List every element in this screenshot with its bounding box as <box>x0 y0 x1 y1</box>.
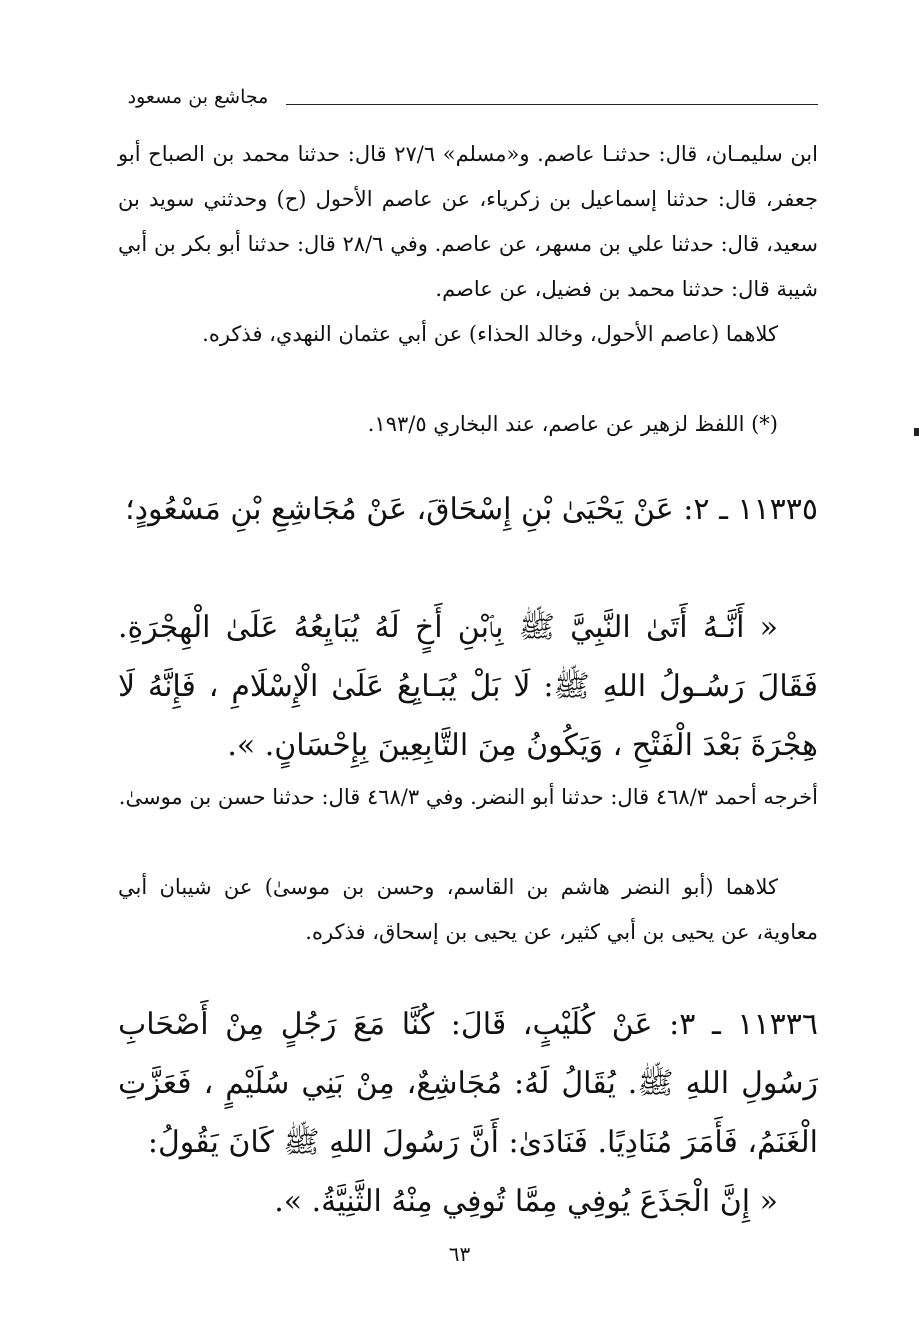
margin-mark <box>914 428 919 436</box>
hadith-matn: « أَنَّـهُ أَتَىٰ النَّبِيَّ ﷺ بِٱبْنِ أَخٍ لَهُ يُبَايِعُهُ عَلَىٰ الْهِجْرَةِ. فَقَالَ رَسُـولُ اللهِ ﷺ: لَا بَلْ يُبَـايِعُ عَلَىٰ الْإِسْلَامِ ، فَإِنَّهُ لَا هِجْرَةَ بَعْدَ الْفَتْحِ ، وَيَكُونُ مِنَ التَّابِعِينَ بِإِحْسَانٍ. ». <box>118 610 818 763</box>
footnote-note: (*) اللفظ لزهير عن عاصم، عند البخاري ١٩٣/٥. <box>367 412 778 436</box>
takhrij-paragraph: كلاهما (أبو النضر هاشم بن القاسم، وحسن بن موسىٰ) عن شيبان أبي معاوية، عن يحيى بن أبي كثير، عن يحيى بن إسحاق، فذكره. <box>118 875 818 944</box>
footnote-paragraph: ابن سليمـان، قال: حدثنـا عاصم. و«مسلم» ٢٧/٦ قال: حدثنا محمد بن الصباح أبو جعفر، قال: حدثنا إسماعيل بن زكرياء، عن عاصم الأحول (ح) وحدثني سويد بن سعيد، قال: حدثنا علي بن مسهر، عن عاصم. وفي ٢٨/٦ قال: حدثنا أبو بكر بن أبي شيبة قال: حدثنا محمد بن فضيل، عن عاصم. <box>118 142 818 301</box>
header-rule <box>286 104 818 105</box>
hadith-isnad: ١١٣٣٦ ـ ٣: عَنْ كُلَيْبٍ، قَالَ: كُنَّا مَعَ رَجُلٍ مِنْ أَصْحَابِ رَسُولِ اللهِ ﷺ. يُقَالُ لَهُ: مُجَاشِعٌ، مِنْ بَنِي سُلَيْمٍ ، فَعَزَّتِ الْغَنَمُ، فَأَمَرَ مُنَادِيًا. فَنَادَىٰ: أَنَّ رَسُولَ اللهِ ﷺ كَانَ يَقُولُ: <box>118 1007 818 1160</box>
hadith-isnad: ١١٣٣٥ ـ ٢: عَنْ يَحْيَىٰ بْنِ إِسْحَاقَ، عَنْ مُجَاشِعِ بْنِ مَسْعُودٍ؛ <box>125 492 818 527</box>
running-header-title: مجاشع بن مسعود <box>127 86 269 108</box>
hadith-matn: « إِنَّ الْجَذَعَ يُوفِي مِمَّا تُوفِي مِنْهُ الثَّنِيَّةُ. ». <box>274 1184 778 1219</box>
footnote-paragraph: كلاهما (عاصم الأحول، وخالد الحذاء) عن أبي عثمان النهدي، فذكره. <box>202 322 778 346</box>
page-number: ٦٣ <box>448 1242 471 1266</box>
takhrij-paragraph: أخرجه أحمد ٤٦٨/٣ قال: حدثنا أبو النضر. وفي ٤٦٨/٣ قال: حدثنا حسن بن موسىٰ. <box>118 785 818 809</box>
